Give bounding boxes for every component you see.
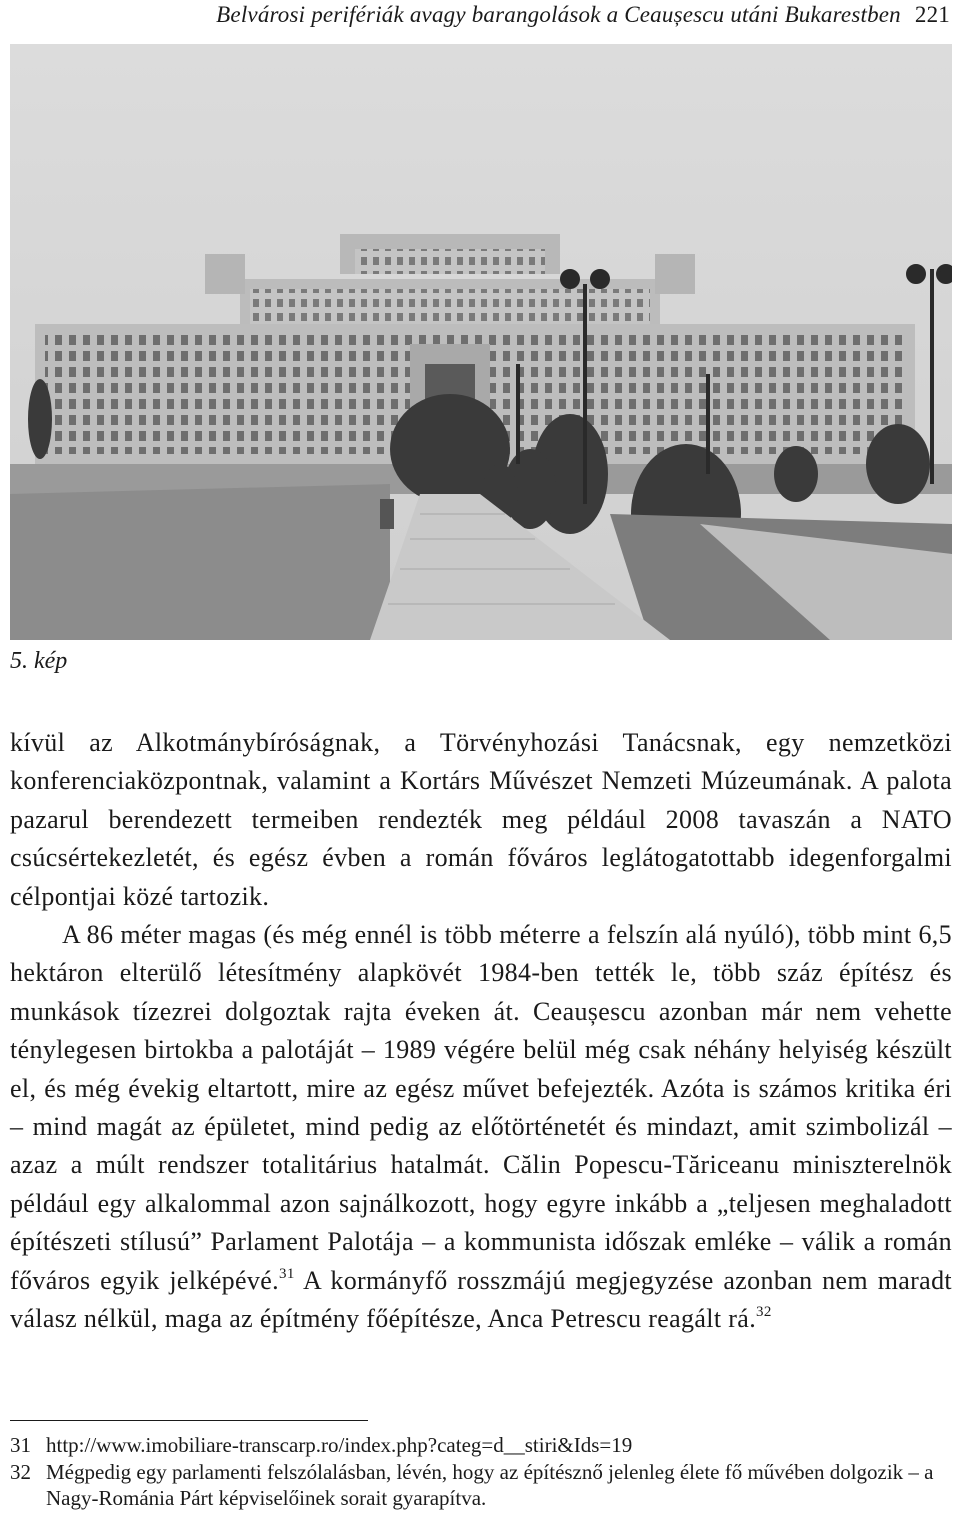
footnote-ref[interactable]: 32 [756, 1304, 772, 1321]
running-head [0, 2, 950, 28]
figure-caption: 5. kép [10, 648, 68, 674]
footnote-number: 31 [10, 1433, 31, 1457]
footnote [10, 1459, 952, 1512]
footnote [10, 1432, 952, 1459]
lawn-left [10, 484, 390, 640]
paragraph-text: A kormányfő rosszmájú megjegyzése azonban nem maradt válasz nélkül, maga az építmény főépítésze, Anca Petrescu reagált rá. [10, 1265, 952, 1334]
running-head-title: Belvárosi perifériák avagy barangolások a Ceaușescu utáni Bukarestben [216, 2, 901, 27]
footnote-ref[interactable]: 31 [278, 1265, 295, 1282]
page-number: 221 [914, 2, 950, 27]
footnote-text: Mégpedig egy parlamenti felszólalásban, lévén, hogy az építésznő jelenleg élete fő művében dolgozik – a Nagy-Románia Párt képviselőinek sorait gyarapítva. [46, 1459, 934, 1510]
main-text [10, 724, 952, 1339]
footnote-url[interactable]: http://www.imobiliare-transcarp.ro/index.php?categ=d__stiri&Ids=19 [46, 1433, 633, 1457]
palace-photograph [10, 44, 952, 640]
paragraph: kívül az Alkotmánybíróságnak, a Törvényhozási Tanácsnak, egy nemzetközi konferenciaközpontnak, valamint a Kortárs Művészet Nemzeti Múzeumának. A palota pazarul berendezett termeiben rendezték meg például 2008 tavaszán a NATO csúcsértekezletét, és egész évben a román főváros leglátogatottabb idegenforgalmi célpontjai közé tartozik. [10, 728, 952, 911]
footnote-number: 32 [10, 1459, 31, 1484]
footnote-divider [10, 1420, 368, 1421]
paragraph [10, 916, 952, 1338]
palace-photo-illustration [10, 44, 952, 640]
trash-bin [380, 499, 394, 529]
footnotes [10, 1432, 952, 1512]
paragraph-text: A 86 méter magas (és még ennél is több méterre a felszín alá nyúló), több mint 6,5 hektáron elterülő létesítmény alapkövét 1984-ben tették le, több száz építész és munkások tízezrei dolgoztak rajta éveken át. Ceaușescu azonban már nem vehette ténylegesen birtokba a palotáját – 1989 végére belül még csak néhány helyiség készült el, és még évekig eltartott, mire az egész művet befejezték. Azóta is számos kritika éri – mind magát az épületet, mind pedig az előtörténetét és mindazt, amit szimbolizál – azaz a múlt rendszer totalitárius hatalmát. Călin Popescu-Tăriceanu miniszterelnök például egy alkalommal azon sajnálkozott, hogy egyre inkább a „teljesen meghaladott építészeti stílusú” Parlament Palotája – a kommunista időszak emléke – válik a román főváros egyik jelképévé. [10, 920, 952, 1295]
